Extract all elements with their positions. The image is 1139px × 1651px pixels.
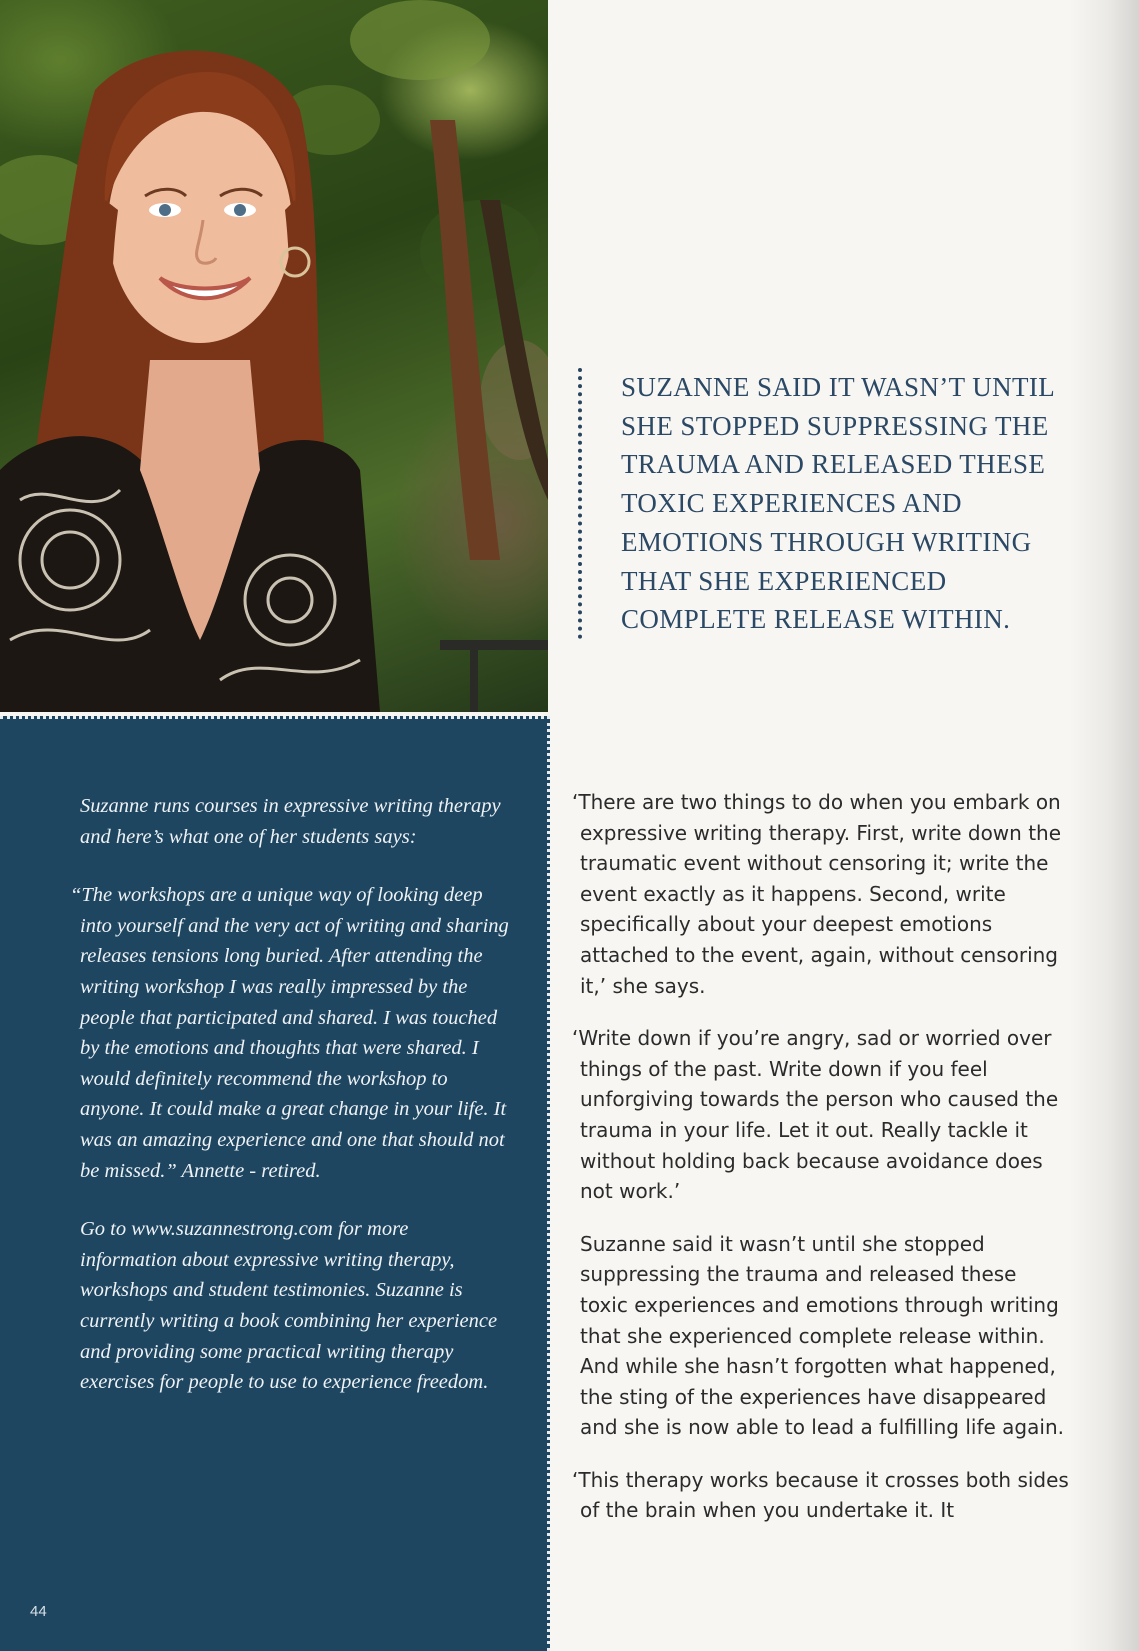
sidebar-more-info: Go to www.suzannestrong.com for more information about expressive writing therapy, workshops and student testimonies. Suzanne is currently writing a book combining her experience and providing some practical writing therapy exercises for people to use to experience freedom. — [80, 1218, 498, 1394]
sidebar-testimonial: “The workshops are a unique way of looking deep into yourself and the very act of writing and sharing releases tensions long buried. After attending the writing workshop I was really impressed by the people that participated and shared. I was touched by the emotions and thoughts that were shared. I would definitely recommend the workshop to anyone. It could make a great change in your life. It was an amazing experience and one that should not be missed.” Annette - retired. — [70, 884, 509, 1182]
body-paragraph: ‘There are two things to do when you embark on expressive writing therapy. First, write down the traumatic event without censoring it; write the event exactly as it happens. Second, write specifically about your deepest emotions attached to the event, again, without censoring it,’ she says. — [572, 790, 1062, 998]
pull-quote — [578, 368, 1071, 639]
testimonial-sidebar — [0, 716, 550, 1651]
body-paragraph: Suzanne said it wasn’t until she stopped suppressing the trauma and released these toxic experiences and emotions through writing that she experienced complete release within. And while she hasn’t forgotten what happened, the sting of the experiences have disappeared and she is now able to lead a fulfilling life again. — [580, 1231, 1064, 1440]
page-number: 44 — [30, 1603, 47, 1620]
sidebar-intro: Suzanne runs courses in expressive writing therapy and here’s what one of her students says: — [80, 795, 501, 848]
portrait-illustration — [0, 0, 548, 712]
body-paragraph: ‘Write down if you’re angry, sad or worried over things of the past. Write down if you feel unforgiving towards the person who caused the trauma in your life. Let it out. Really tackle it without holding back because avoidance does not work.’ — [572, 1026, 1059, 1204]
sidebar-content — [70, 791, 510, 1426]
article-body — [572, 787, 1070, 1548]
portrait-photo — [0, 0, 548, 712]
pull-quote-text: SUZANNE SAID IT WASN’T UNTIL SHE STOPPED SUPPRESSING THE TRAUMA AND RELEASED THESE TOXIC EXPERIENCES AND EMOTIONS THROUGH WRITING THAT SHE EXPERIENCED COMPLETE RELEASE WITHIN. — [621, 372, 1055, 635]
body-paragraph: ‘This therapy works because it crosses both sides of the brain when you undertake it. It — [572, 1467, 1069, 1523]
page-curl-shadow — [1069, 0, 1139, 1651]
